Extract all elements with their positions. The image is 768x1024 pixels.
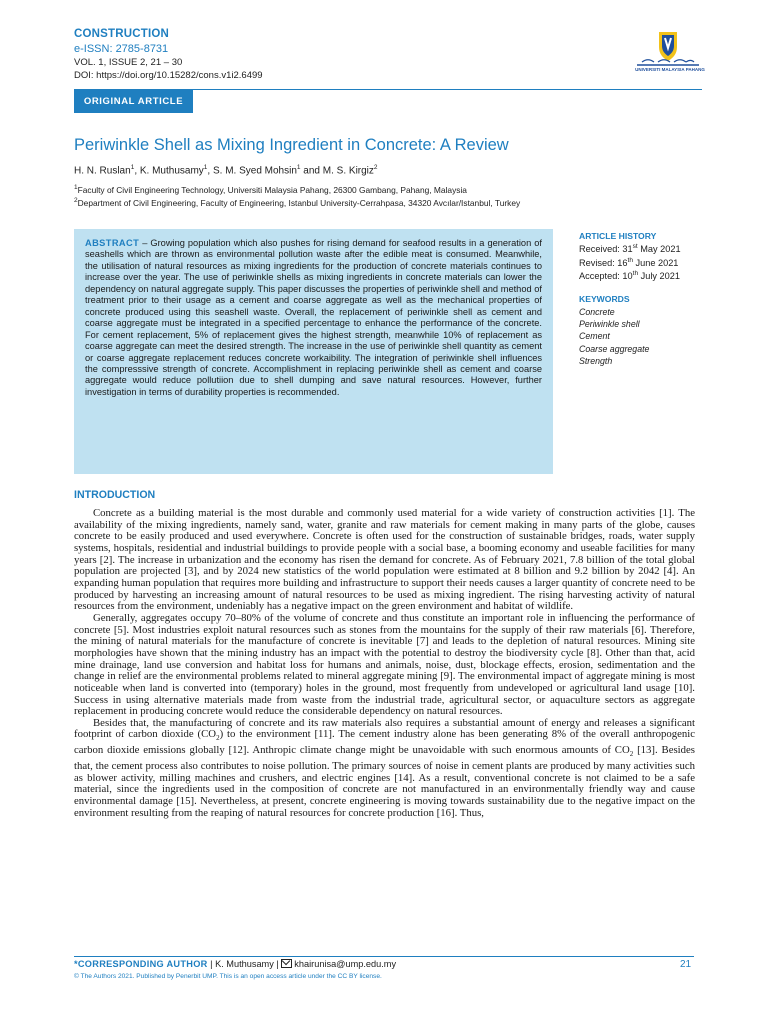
footer-divider bbox=[74, 956, 694, 957]
author-list: H. N. Ruslan$^1$, K. Muthusamy$^1$, S. M. Syed Mohsin$^1$ and M. S. Kirgiz$^2$ bbox=[74, 164, 378, 177]
author-name: M. S. Kirgiz bbox=[322, 165, 374, 177]
corresponding-author-name: K. Muthusamy bbox=[215, 959, 274, 969]
keywords-list bbox=[579, 306, 649, 367]
paragraph: Concrete as a building material is the most durable and commonly used material for a wide variety of construction activities [1]. The availability of the mixing ingredients, namely sand, water, granite and raw materials for cement making in many parts of the globe, causes concrete to be easily produced and used everywhere. Concrete is often used for the construction of sustainable bridges, roads, water supply systems, hospitals, residential and industrial buildings to provide people with a social base, a booming economy and useable facilities for many years [2]. The increase in urbanization and the economy has risen the demand for concrete. As of February 2021, 7.8 billion of the total global population are projected [3], and by 2024 new statistics of the world population were estimated at 8 billion and 9.2 billion by 2042 [4]. An expanding human population that requires more building and infrastructure to support their needs causes a larger quantity of concrete need to be produced by harvesting an increasing amount of natural resources to be used as mixing ingredient. The rising harvesting activity of natural resources from the environment, undeniably has a negative impact on the green environment and habitat of wildlife. bbox=[74, 507, 695, 613]
keyword-item: Concrete bbox=[579, 307, 615, 317]
revised-date-suffix: th bbox=[627, 257, 633, 264]
author-affiliation-mark: 1 bbox=[203, 164, 208, 171]
corresponding-author-label: *CORRESPONDING AUTHOR bbox=[74, 959, 208, 969]
paragraph: Generally, aggregates occupy 70–80% of the volume of concrete and thus constitute an important role in influencing the performance of concrete [5]. Most industries exploit natural resources such as stones from the mountains for the supply of their raw materials [6]. Therefore, the mining of natural materials for the manufacture of concrete is inevitable [7] and leads to the depletion of natural resources. Mining site morphologies have shown that the mining industry has an impact with the potential to destroy the biodiversity cycle [8]. Other than that, acid mine drainage, land use conversion and habitat loss for humans and animals, noise, dust, blockage effects, erosion, sedimentation and the change in relief are the environmental problems related to mineral aggregate mining [9]. The environmental impact of aggregate mining is most noticeable when land is converted into (temporary) holes in the ground, most frequently from undeveloped or agricultural land usage [10]. Success in using alternative materials made from waste from the industrial trade, agricultural sector, or aquaculture sectors as aggregate replacement in producing concrete would reduce the considerable dependency on natural resources. bbox=[74, 611, 695, 718]
revised-date-label: Revised: 16 bbox=[579, 258, 628, 269]
paragraph-text: [13]. Besides that, the cement process also contributes to noise pollution. The primary sources of noise in cement plants are produced by many activities such as blower activity, milling machines and crushers, and electric engines [14]. As a result, conventional concrete is not claimed to be a safe material, since the ingredients used in the composition of concrete are not manufactured in an environmentally friendly way and cause environmental damage [15]. Nevertheless, at present, concrete engineering is moving towards sustainability due to the negative impact on the environment resulting from the reaping of natural resources for concrete production [16]. Thus, bbox=[74, 744, 695, 819]
keyword-item: Strength bbox=[579, 355, 613, 366]
affiliation bbox=[74, 197, 520, 208]
author-affiliation-mark: 1 bbox=[296, 164, 301, 171]
affiliation-text: Faculty of Civil Engineering Technology, Universiti Malaysia Pahang, 26300 Gambang, Pahang, Malaysia bbox=[77, 184, 467, 195]
separator: | bbox=[273, 959, 282, 969]
revised-date bbox=[579, 257, 678, 268]
abstract-box bbox=[74, 229, 553, 474]
author-name: H. N. Ruslan bbox=[74, 165, 131, 177]
affiliation-mark: 2 bbox=[74, 197, 78, 204]
article-history-title: ARTICLE HISTORY bbox=[579, 231, 657, 241]
received-date-label: Received: 31 bbox=[579, 244, 633, 255]
copyright-notice: © The Authors 2021. Published by Penerbit UMP. This is an open access article under the CC BY license. bbox=[74, 973, 382, 980]
received-date-suffix: st bbox=[632, 243, 638, 250]
volume-issue: VOL. 1, ISSUE 2, 21 – 30 bbox=[74, 57, 183, 68]
page-number: 21 bbox=[680, 959, 692, 970]
keyword-item: Cement bbox=[579, 331, 610, 342]
author-email[interactable]: khairunisa@ump.edu.my bbox=[294, 959, 397, 969]
logo-caption: UNIVERSITI MALAYSIA PAHANG bbox=[635, 67, 705, 72]
abstract-text: – Growing population which also pushes for rising demand for seafood results in a generation of seashells which are thrown as environmental pollution waste after the edible meat is consumed. Meanwhile, the utilisation of natural resources as mixing ingredients for the production of concrete materials continues to increase over the year. The use of periwinkle shells as mixing ingredients in concrete materials can lower the dependency on natural aggregate supply. This paper discusses the properties of periwinkle shell and method of treatment prior to their usage as a cement and coarse aggregate as well as the mechanical properties of concrete produced using this seashell waste. Overall, the replacement of periwinkle shell as cement and coarse aggregate must be integrated in a specified percentage to enhance the performance of the concrete. For cement replacement, 5% of replacement gives the highest strength, meanwhile 10% of replacement as coarse aggregate can meet the desired strength. The increase in the use of periwinkle shell quantity as cement or coarse aggregate replacement reduces concrete workaibility. The integration of periwinkle shell influences the compresssive strength of concrete. Accomplishment in replacing periwinkle shell as cement and coarse aggregate would reduce pollutiion due to shell dumping and save natural resources. However, further investigation in terms of durability properties is recommended. bbox=[85, 238, 542, 397]
section-heading-introduction: INTRODUCTION bbox=[74, 489, 156, 501]
journal-name: CONSTRUCTION bbox=[74, 28, 170, 40]
keyword-item: Coarse aggregate bbox=[579, 343, 650, 354]
accepted-date-suffix: th bbox=[632, 270, 639, 277]
author-affiliation-mark: 2 bbox=[373, 164, 378, 171]
subscript: 2 bbox=[629, 750, 634, 759]
author-name: S. M. Syed Mohsin bbox=[212, 165, 297, 177]
body-text bbox=[74, 508, 695, 819]
issn: e-ISSN: 2785-8731 bbox=[74, 43, 169, 55]
paper-title: Periwinkle Shell as Mixing Ingredient in Concrete: A Review bbox=[74, 136, 509, 154]
accepted-date bbox=[579, 270, 680, 281]
keyword-item: Periwinkle shell bbox=[579, 319, 640, 330]
paragraph-text: ) to the environment [11]. The cement industry alone has been generating 8% of the overall anthropogenic carbon dioxide emissions globally [12]. Anthropic climate change might be unavoidable with such enormous amounts of CO bbox=[74, 728, 695, 757]
affiliation-text: Department of Civil Engineering, Faculty of Engineering, Istanbul University-Cerrahpasa, 34320 Avcılar/Istanbul, Turkey bbox=[77, 197, 521, 208]
corresponding-author bbox=[74, 959, 396, 969]
subscript: 2 bbox=[216, 734, 220, 743]
paragraph-text: Besides that, the manufacturing of concrete and its raw materials also requires a substantial amount of energy and releases a significant footprint of carbon dioxide (CO bbox=[74, 716, 695, 741]
accepted-date-label: Accepted: 10 bbox=[579, 271, 633, 282]
author-affiliation-mark: 1 bbox=[130, 164, 135, 171]
article-type-badge: ORIGINAL ARTICLE bbox=[74, 89, 193, 113]
doi-link[interactable]: DOI: https://doi.org/10.15282/cons.v1i2.6499 bbox=[74, 70, 263, 81]
received-date bbox=[579, 243, 681, 254]
affiliation-mark: 1 bbox=[74, 184, 78, 191]
keywords-title: KEYWORDS bbox=[579, 294, 630, 304]
paragraph bbox=[74, 718, 695, 820]
abstract-label: ABSTRACT bbox=[85, 238, 140, 248]
mail-icon bbox=[281, 959, 292, 968]
accepted-date-rest: July 2021 bbox=[638, 271, 680, 282]
received-date-rest: May 2021 bbox=[637, 244, 681, 255]
affiliation bbox=[74, 184, 467, 195]
author-name: K. Muthusamy bbox=[139, 165, 204, 177]
separator: | bbox=[207, 959, 216, 969]
revised-date-rest: June 2021 bbox=[632, 258, 679, 269]
